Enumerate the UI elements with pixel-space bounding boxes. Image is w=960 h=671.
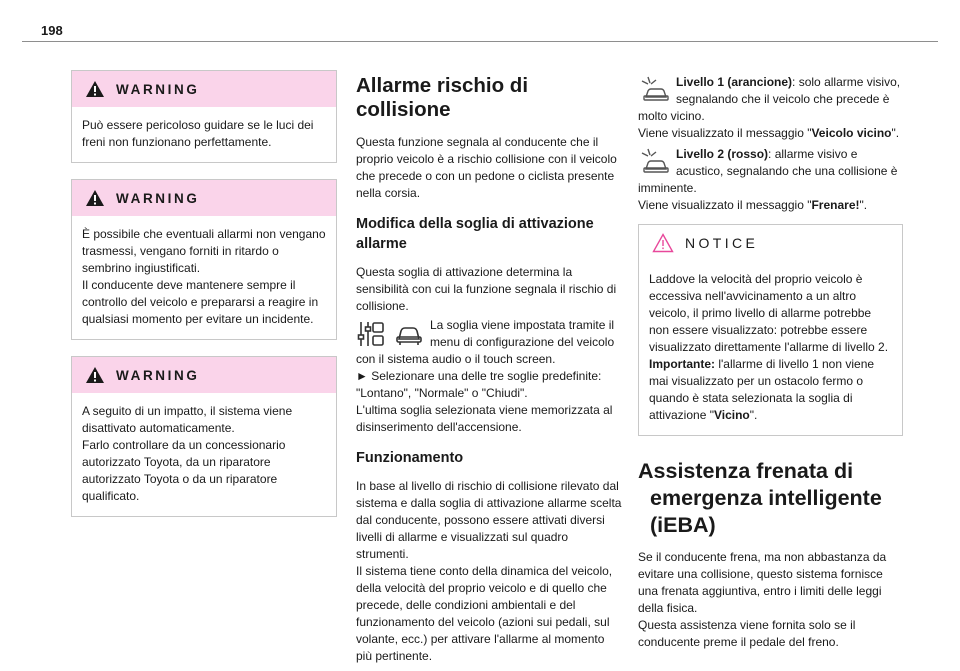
notice-important-end: ". [749,408,758,422]
threshold-intro: Questa soglia di attivazione determina la sensibilità con cui la funzione segnala il rischio di collisione. [356,265,617,313]
threshold-icon-paragraph [356,317,622,368]
threshold-heading: Modifica della soglia di attivazione allarme [356,216,594,252]
level-label: Livello 2 (rosso) [676,147,769,161]
level-item [638,74,903,142]
warning-box [71,356,337,517]
operation-heading: Funzionamento [356,450,464,466]
level-message-prefix: Viene visualizzato il messaggio " [638,198,812,212]
threshold-icon-text: La soglia viene impostata tramite il menu di configurazione del veicolo con il sistema audio o il touch screen. [356,318,615,366]
level-message: Veicolo vicino [811,126,892,140]
car-icon [394,319,424,349]
operation-text: In base al livello di rischio di collisione rilevato dal sistema e dalla soglia di attivazione allarme scelta dal conducente, possono essere attivati diversi livelli di allarme e visualizzati sul quadro strumenti. Il sistema tiene conto della dinamica del veicolo, della velocità del proprio veicolo e di quello che precede, delle condizioni ambientali e del funzionamento del veicolo (azioni sui pedali, sul volante, ecc.) per attivare l'allarme al momento più pertinente. [356,479,622,663]
notice-important-label: Importante: [649,357,715,371]
level-message-prefix: Viene visualizzato il messaggio " [638,126,812,140]
warning-title: WARNING [116,81,200,97]
ieba-title [638,458,903,539]
level-message-suffix: ". [891,126,900,140]
warnings-column [71,70,337,533]
warning-triangle-icon [85,80,105,98]
warning-box [71,70,337,163]
warning-title: WARNING [116,190,200,206]
collision-column [356,70,622,671]
level-message-suffix: ". [859,198,868,212]
level-text: : allarme visivo e acustico, segnalando che una collisione è imminente. [638,147,898,195]
notice-title: NOTICE [685,235,759,251]
warning-text: Può essere pericoloso guidare se le luci dei freni non funzionano perfettamente. [82,118,314,149]
intro-text: Questa funzione segnala al conducente che il proprio veicolo è a rischio collisione con il veicolo che precede o con un pedone o ciclista presente nella corsia. [356,135,617,200]
warning-header [72,71,336,107]
warning-triangle-icon [85,366,105,384]
warning-title: WARNING [116,367,200,383]
notice-box [638,224,903,436]
level-item [638,146,903,214]
warning-text: A seguito di un impatto, il sistema viene disattivato automaticamente. Farlo controllare da un concessionario autorizzato Toyota, da un riparatore autorizzato Toyota o da un riparatore qualificato. [82,404,293,503]
level-label: Livello 1 (arancione) [676,75,793,89]
notice-text: Laddove la velocità del proprio veicolo è eccessiva nell'avvicinamento a un altro veicolo, il primo livello di allarme potrebbe non essere visualizzato: potrebbe essere visualizzato direttamente l'allarme di livello 2. [649,272,889,354]
notice-important-bold: Vicino [713,408,750,422]
page-number: 198 [41,23,63,38]
ieba-title-line: Assistenza frenata di [638,459,854,483]
warning-triangle-icon [85,189,105,207]
warning-header [72,357,336,393]
notice-important-text: l'allarme di livello 1 non viene mai visualizzato per un ostacolo fermo o quando è stata selezionata la soglia di attivazione " [649,357,875,422]
ieba-title-line: emergenza intelligente [650,486,882,510]
section-title: Allarme rischio di collisione [356,74,529,121]
ieba-title-line: (iEBA) [650,513,716,537]
collision-alert-icon [638,75,670,103]
levels-column [638,74,903,657]
level-text: : solo allarme visivo, segnalando che il veicolo che precede è molto vicino. [638,75,901,123]
level-message: Frenare! [811,198,860,212]
warning-box [71,179,337,340]
threshold-step: ► Selezionare una delle tre soglie predefinite: "Lontano", "Normale" o "Chiudi". L'ultima soglia selezionata viene memorizzata al disinserimento dell'accensione. [356,369,613,434]
warning-header [72,180,336,216]
header-rule [22,41,938,42]
notice-body [639,261,902,435]
collision-alert-icon [638,147,670,175]
notice-triangle-icon [652,233,674,253]
ieba-text: Se il conducente frena, ma non abbastanza da evitare una collisione, questo sistema fornisce una frenata aggiuntiva, entro i limiti delle leggi della fisica. Questa assistenza viene fornita solo se il conducente preme il pedale del freno. [638,550,887,649]
settings-sliders-icon [356,319,386,349]
notice-header [639,225,902,261]
warning-text: È possibile che eventuali allarmi non vengano trasmessi, vengano forniti in ritardo o sembrino ingiustificati. Il conducente deve mantenere sempre il controllo del veicolo e prepararsi a reagire in qualsiasi momento per evitare un incidente. [82,227,326,326]
